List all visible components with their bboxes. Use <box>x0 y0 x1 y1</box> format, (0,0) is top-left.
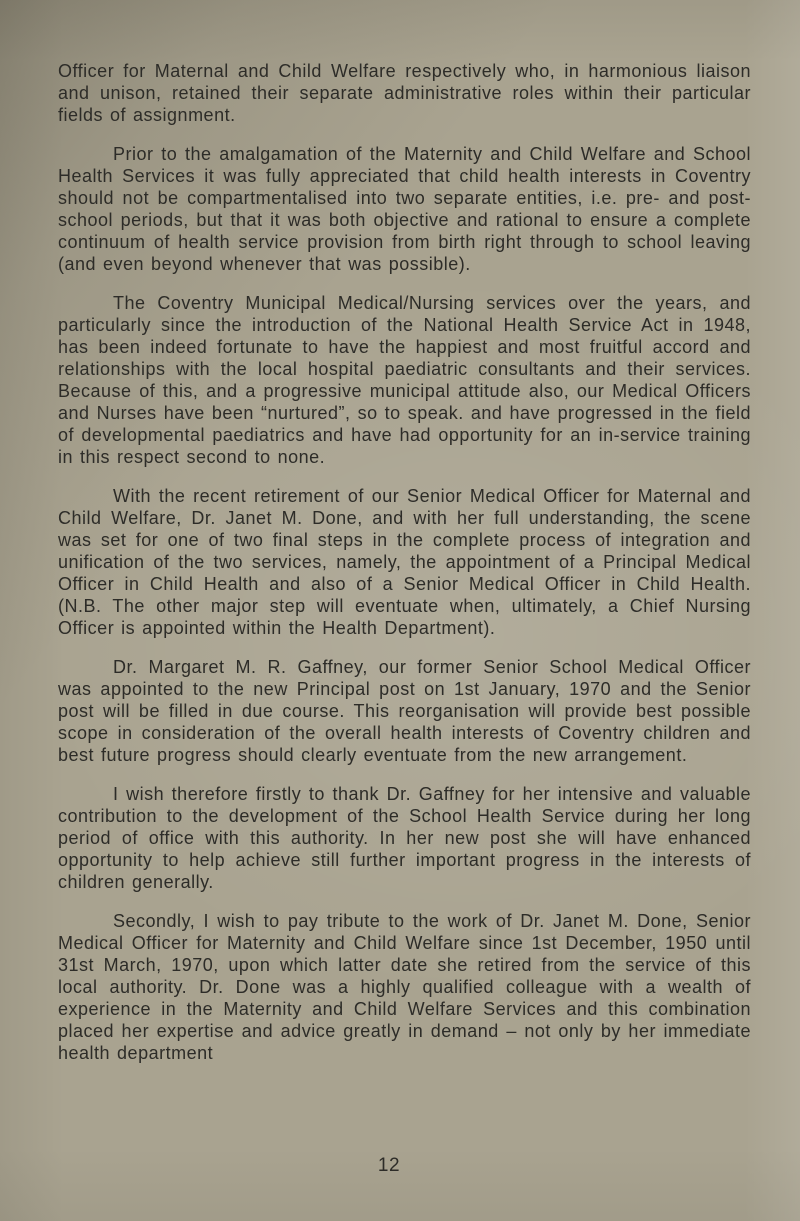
paragraph: Officer for Maternal and Child Welfare respectively who, in harmonious liaison and unison, retained their separate administrative roles within their particular fields of assignment. <box>58 61 751 125</box>
paragraph: Secondly, I wish to pay tribute to the work of Dr. Janet M. Done, Senior Medical Officer for Maternity and Child Welfare since 1st December, 1950 until 31st March, 1970, upon which latter date she retired from the service of this local authority. Dr. Done was a highly qualified colleague with a wealth of experience in the Maternity and Child Welfare Services and this combination placed her expertise and advice greatly in demand – not only by her immediate health department <box>58 911 751 1063</box>
paragraph: The Coventry Municipal Medical/Nursing services over the years, and particularly since the introduction of the National Health Service Act in 1948, has been indeed fortunate to have the happiest and most fruitful accord and relationships with the local hospital paediatric consultants and their services. Because of this, and a progressive municipal attitude also, our Medical Officers and Nurses have been “nurtured”, so to speak. and have progressed in the field of developmental paediatrics and have had opportunity for an in-service training in this respect second to none. <box>58 293 751 467</box>
page-text <box>58 60 751 1081</box>
page-number: 12 <box>377 1155 401 1176</box>
paragraph: Prior to the amalgamation of the Maternity and Child Welfare and School Health Services it was fully appreciated that child health interests in Coventry should not be compartmentalised into two separate entities, i.e. pre- and post-school periods, but that it was both objective and rational to ensure a complete continuum of health service provision from birth right through to school leaving (and even beyond whenever that was possible). <box>58 144 751 274</box>
paragraph: I wish therefore firstly to thank Dr. Gaffney for her intensive and valuable contribution to the development of the School Health Service during her long period of office with this authority. In her new post she will have enhanced opportunity to help achieve still further important progress in the interests of children generally. <box>58 784 751 892</box>
paragraph: Dr. Margaret M. R. Gaffney, our former Senior School Medical Officer was appointed to the new Principal post on 1st January, 1970 and the Senior post will be filled in due course. This reorganisation will provide best possible scope in consideration of the overall health interests of Coventry children and best future progress should clearly eventuate from the new arrangement. <box>58 657 751 765</box>
paragraph: With the recent retirement of our Senior Medical Officer for Maternal and Child Welfare, Dr. Janet M. Done, and with her full understanding, the scene was set for one of two final steps in the complete process of integration and unification of the two services, namely, the appointment of a Principal Medical Officer in Child Health and also of a Senior Medical Officer in Child Health. (N.B. The other major step will eventuate when, ultimately, a Chief Nursing Officer is appointed within the Health Department). <box>58 486 751 638</box>
